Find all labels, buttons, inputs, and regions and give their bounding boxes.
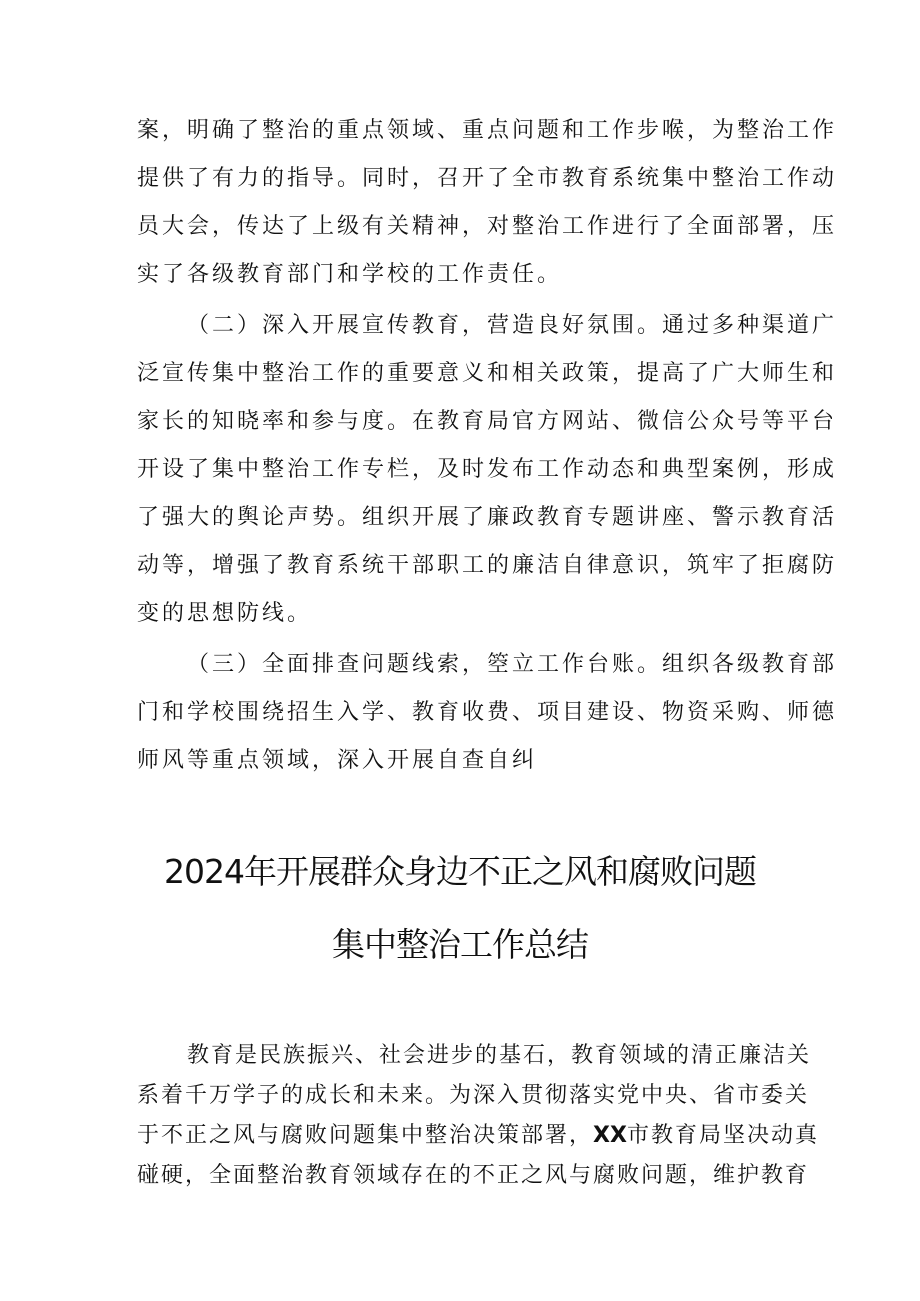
text-line: 提供了有力的指导。同时，召开了全市教育系统集中整治工作动 (137, 166, 838, 191)
paragraph-investigation (137, 641, 838, 785)
text-fragment: 市教育局坚决动真 (626, 1123, 819, 1148)
paragraph-publicity-education (137, 302, 838, 638)
text-line: （二）深入开展宣传教育，营造良好氛围。通过多种渠道广 (187, 313, 838, 338)
text-line: 泛宣传集中整治工作的重要意义和相关政策，提高了广大师生和 (137, 361, 838, 386)
text-line (137, 1116, 819, 1156)
text-line: 开设了集中整治工作专栏，及时发布工作动态和典型案例，形成 (137, 457, 838, 482)
text-line: 教育是民族振兴、社会进步的基石，教育领域的清正廉洁关 (187, 1043, 812, 1068)
text-line: 家长的知晓率和参与度。在教育局官方网站、微信公众号等平台 (137, 409, 838, 434)
text-line: 门和学校围绕招生入学、教育收费、项目建设、物资采购、师德 (137, 700, 838, 725)
paragraph-introduction (137, 1036, 819, 1196)
text-fragment: 于不正之风与腐败问题集中整治决策部署， (137, 1123, 594, 1148)
paragraph-continuation (137, 107, 838, 299)
text-line: 碰硬，全面整治教育领域存在的不正之风与腐败问题，维护教育 (137, 1163, 810, 1188)
text-line: 实了各级教育部门和学校的工作责任。 (137, 262, 563, 287)
document-title-line1: 2024年开展群众身边不正之风和腐败问题 (164, 852, 756, 891)
text-line: 系着千万学子的成长和未来。为深入贯彻落实党中央、省市委关 (137, 1083, 810, 1108)
text-line: 变的思想防线。 (137, 601, 313, 626)
text-line: 动等，增强了教育系统干部职工的廉洁自律意识，筑牢了拒腐防 (137, 553, 838, 578)
text-line: 师风等重点领域，深入开展自查自纠 (137, 748, 538, 773)
text-line: 员大会，传达了上级有关精神，对整治工作进行了全面部署，压 (137, 214, 838, 239)
placeholder-city-name: XX (593, 1123, 627, 1148)
document-title-line2: 集中整治工作总结 (332, 925, 588, 964)
text-line: 了强大的舆论声势。组织开展了廉政教育专题讲座、警示教育活 (137, 505, 838, 530)
text-line: 案，明确了整治的重点领域、重点问题和工作步喉，为整治工作 (137, 118, 838, 143)
text-line: （三）全面排查问题线索，箜立工作台账。组织各级教育部 (187, 652, 838, 677)
